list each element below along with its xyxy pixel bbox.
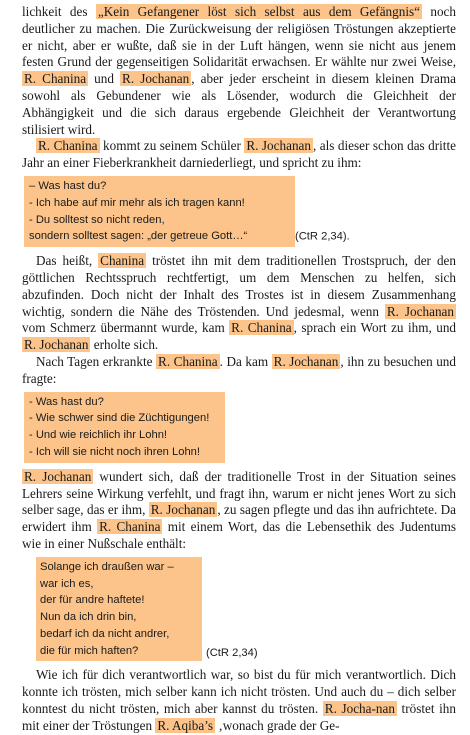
highlight-name-chanina: R. Chanina bbox=[158, 353, 218, 369]
text: tröstet ihn mit dem traditionellen Trostspruch, der den göttlichen Rechtsspruch rechtfertigt, um dem Menschen zu helfen, sich abzufinden. Doch nicht der Inhalt des Trostes ist in diesem Zusammenhang wichtig, sondern die Nähe des Tröstenden. Und jedesmal, wenn bbox=[22, 253, 456, 319]
text: . Da kam bbox=[219, 353, 272, 369]
paragraph-6 bbox=[22, 667, 456, 734]
text: Wie ich für dich verantwortlich war, so bist du für mich verantwortlich. Dich konnte ich trösten, mich selber kann ich nicht trösten. Und auch du – dich selber konntest du nicht trösten, mich aber kannst du trösten. bbox=[22, 667, 456, 717]
text: noch deutlicher zu machen. Die Zurückweisung der religiösen Tröstungen akzeptierte er nicht, aber er wußte, daß sie in der Luft hängen, wenn sie nicht aus jenem festen Grund der gegenseitigen Solidarität erwachsen. Er wählte nur zwei Weise, bbox=[22, 4, 456, 70]
paragraph-4 bbox=[22, 354, 456, 388]
quote-line: der für andre haftete! bbox=[40, 594, 145, 607]
text: Nach Tagen erkrankte bbox=[36, 353, 157, 369]
highlight-name-jochanan: R. Jochanan bbox=[246, 138, 311, 154]
quote-line bbox=[29, 228, 287, 245]
paragraph-3 bbox=[22, 253, 456, 354]
quote-line: - Du solltest so nicht reden, bbox=[29, 213, 165, 226]
source-citation: (CtR 2,34) bbox=[206, 646, 258, 659]
highlight-name-jochanan: R. Jochanan bbox=[122, 71, 190, 87]
highlight-proverb: „Kein Gefangener löst sich selbst aus dem Gefängnis“ bbox=[97, 4, 420, 19]
highlight-name-jochanan: R. Jochanan bbox=[24, 468, 92, 484]
quote-line: Solange ich draußen war – bbox=[40, 560, 174, 573]
quote-line: - Was hast du? bbox=[29, 395, 104, 408]
quote-line: - Ich habe auf mir mehr als ich tragen kann! bbox=[29, 196, 245, 209]
highlight-name-jochanan: R. Jocha-nan bbox=[324, 701, 395, 717]
quote-line: - Ich will sie nicht noch ihren Lohn! bbox=[29, 445, 201, 458]
quote-block-1 bbox=[24, 176, 295, 247]
text: , als dieser schon das dritte Jahr an einer Fieberkrankheit darniederliegt, und spricht zu ihm: bbox=[22, 138, 456, 171]
text: , aber jeder erscheint in diesem kleinen Drama sowohl als Gebundener wie als Lösender, wodurch die Gleichheit der Abhängigkeit und die sich daraus ergebende Gleichheit der Verantwortung stilisiert wird. bbox=[22, 71, 456, 137]
highlight-name-chanina: Chanina bbox=[100, 253, 145, 269]
text: wundert sich, daß der traditionelle Trost in der Situation seines Lehrers seine Wirkung verfehlt, und fragt ihn, warum er nicht jenes Wort zu sich selber sage, das er ihm, bbox=[22, 468, 456, 518]
quote-block-2 bbox=[24, 392, 225, 463]
source-citation: (CtR 2,34). bbox=[295, 230, 350, 243]
text: kommt zu seinem Schüler bbox=[99, 138, 245, 154]
quote-line: - Und wie reichlich ihr Lohn! bbox=[29, 429, 168, 442]
highlight-name-aqiba: R. Aqiba’s bbox=[157, 717, 214, 733]
highlight-name-jochanan: R. Jochanan bbox=[24, 337, 89, 353]
quote-block-3 bbox=[36, 557, 202, 662]
text: Das heißt, bbox=[36, 253, 99, 269]
quote-row-3 bbox=[22, 553, 456, 668]
text: ‚wonach grade der Ge- bbox=[215, 717, 340, 733]
quote-line: war ich es, bbox=[40, 577, 94, 590]
highlight-name-chanina: R. Chanina bbox=[231, 320, 292, 336]
text: lichkeit des bbox=[22, 4, 96, 19]
highlight-name-chanina: R. Chanina bbox=[99, 519, 161, 535]
paragraph-5 bbox=[22, 469, 456, 553]
quote-line: Nun da ich drin bin, bbox=[40, 611, 137, 624]
highlight-name-jochanan: R. Jochanan bbox=[273, 353, 339, 369]
quote-line: die für mich haften? bbox=[40, 644, 139, 657]
highlight-name-chanina: R. Chanina bbox=[38, 138, 98, 154]
text: erholte sich. bbox=[90, 337, 159, 353]
text: , zu sagen pflegte und das ihn aufrichtete. Da erwidert ihm bbox=[22, 502, 456, 535]
highlight-name-jochanan: R. Jochanan bbox=[386, 303, 454, 319]
quote-line-text: sondern solltest sagen: „der getreue Gott…“ bbox=[29, 230, 248, 243]
text: , ihn zu besuchen und fragte: bbox=[22, 353, 456, 386]
highlight-name-jochanan: R. Jochanan bbox=[150, 502, 216, 518]
text: tröstet ihn mit einer der Tröstungen bbox=[22, 701, 456, 733]
paragraph-2 bbox=[22, 138, 456, 172]
text: mit einem Wort, das die Lebensethik des Judentums wie in einer Nußschale enthält: bbox=[22, 519, 456, 551]
text: und bbox=[88, 71, 121, 87]
text: , sprach ein Wort zu ihm, und bbox=[293, 320, 457, 336]
paragraph-1 bbox=[22, 4, 456, 138]
quote-line: - Wie schwer sind die Züchtigungen! bbox=[29, 412, 210, 425]
highlight-name-chanina: R. Chanina bbox=[24, 71, 87, 87]
text: vom Schmerz übermannt wurde, kam bbox=[22, 320, 230, 336]
quote-line: – Was hast du? bbox=[29, 179, 107, 192]
quote-line: bedarf ich da nicht andrer, bbox=[40, 627, 170, 640]
